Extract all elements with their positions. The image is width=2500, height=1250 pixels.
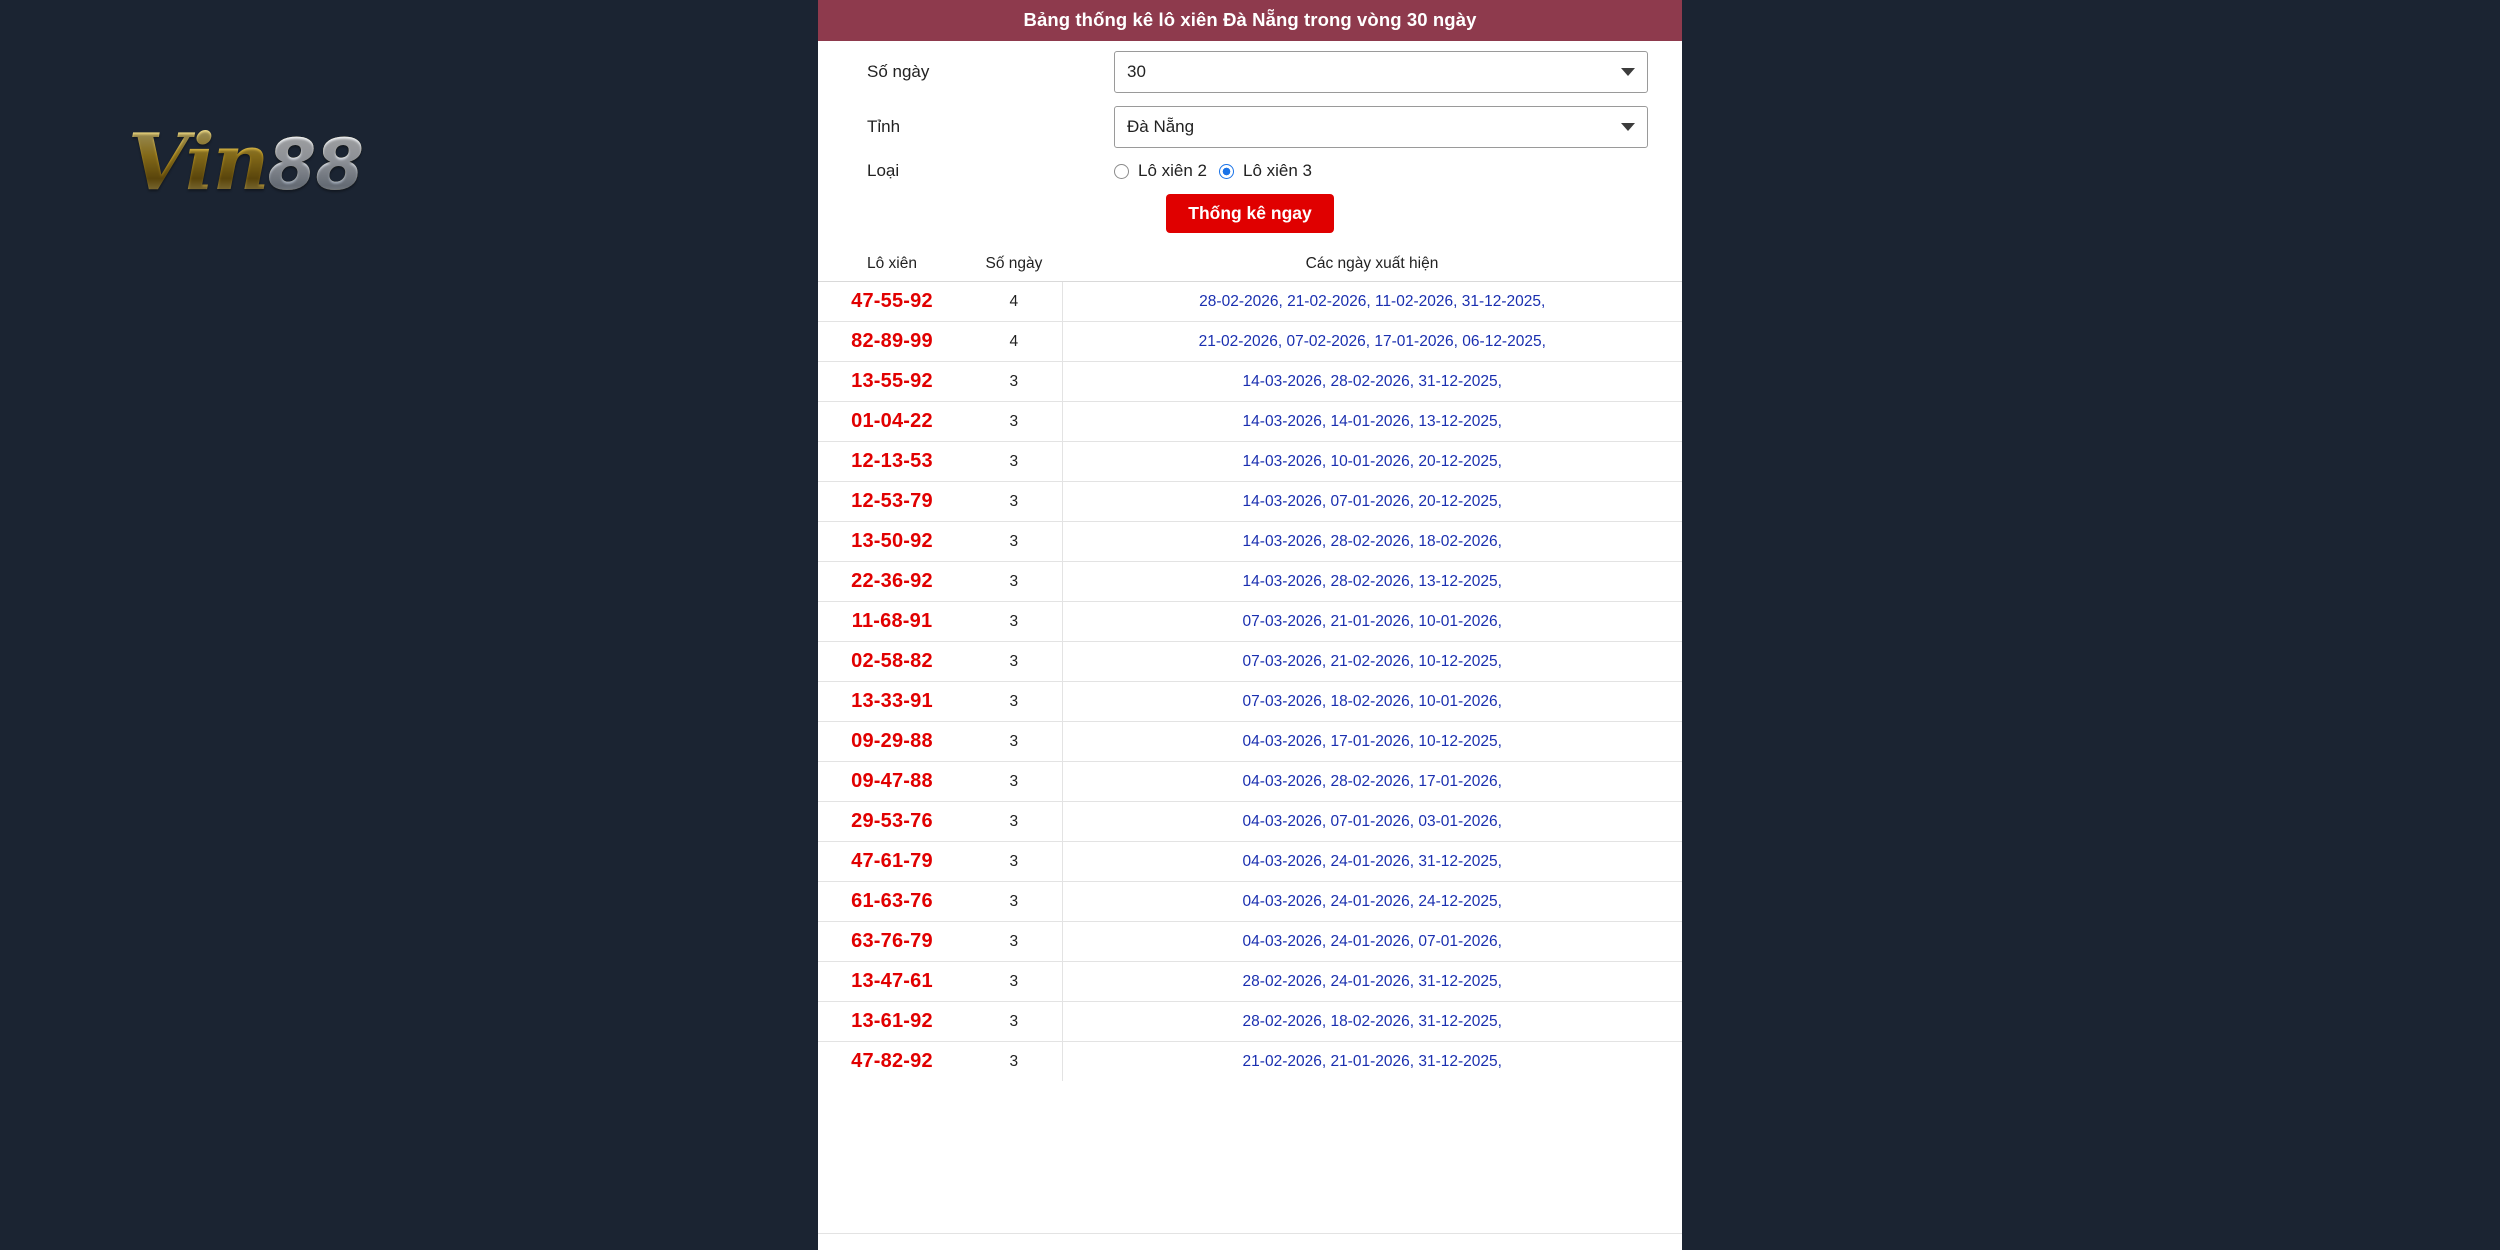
panel-title: Bảng thống kê lô xiên Đà Nẵng trong vòng 30 ngày xyxy=(818,0,1682,41)
table-row xyxy=(818,522,1682,562)
cell-cac-ngay: 14-03-2026, 28-02-2026, 13-12-2025, xyxy=(1062,562,1682,602)
cell-lo-xien: 02-58-82 xyxy=(818,642,966,682)
cell-lo-xien: 63-76-79 xyxy=(818,922,966,962)
cell-lo-xien: 82-89-99 xyxy=(818,322,966,362)
stats-table-head xyxy=(818,249,1682,282)
table-row xyxy=(818,1002,1682,1042)
th-so-ngay: Số ngày xyxy=(985,255,1043,272)
cell-so-ngay: 3 xyxy=(966,762,1062,802)
cell-cac-ngay: 14-03-2026, 10-01-2026, 20-12-2025, xyxy=(1062,442,1682,482)
table-row xyxy=(818,842,1682,882)
cell-so-ngay: 3 xyxy=(966,802,1062,842)
cell-lo-xien: 13-47-61 xyxy=(818,962,966,1002)
table-row xyxy=(818,602,1682,642)
days-row xyxy=(852,51,1648,93)
cell-cac-ngay: 07-03-2026, 21-01-2026, 10-01-2026, xyxy=(1062,602,1682,642)
table-row xyxy=(818,962,1682,1002)
days-select[interactable] xyxy=(1114,51,1648,93)
cell-lo-xien: 13-55-92 xyxy=(818,362,966,402)
cell-lo-xien: 09-47-88 xyxy=(818,762,966,802)
cell-so-ngay: 3 xyxy=(966,842,1062,882)
cell-cac-ngay: 04-03-2026, 24-01-2026, 31-12-2025, xyxy=(1062,842,1682,882)
cell-lo-xien: 61-63-76 xyxy=(818,882,966,922)
cell-cac-ngay: 07-03-2026, 18-02-2026, 10-01-2026, xyxy=(1062,682,1682,722)
cell-cac-ngay: 04-03-2026, 17-01-2026, 10-12-2025, xyxy=(1062,722,1682,762)
table-row xyxy=(818,1042,1682,1082)
cell-so-ngay: 3 xyxy=(966,682,1062,722)
chevron-down-icon xyxy=(1621,68,1635,76)
table-row xyxy=(818,282,1682,322)
stats-panel xyxy=(818,0,1682,1250)
province-label: Tỉnh xyxy=(867,117,901,136)
cell-so-ngay: 4 xyxy=(966,282,1062,322)
site-logo xyxy=(128,118,488,208)
table-row xyxy=(818,762,1682,802)
cell-so-ngay: 3 xyxy=(966,922,1062,962)
cell-cac-ngay: 28-02-2026, 24-01-2026, 31-12-2025, xyxy=(1062,962,1682,1002)
cell-so-ngay: 3 xyxy=(966,522,1062,562)
table-row xyxy=(818,402,1682,442)
logo-text xyxy=(128,117,363,208)
cell-lo-xien: 22-36-92 xyxy=(818,562,966,602)
radio-option-lo-xien-2[interactable] xyxy=(1114,161,1207,181)
cell-cac-ngay: 21-02-2026, 07-02-2026, 17-01-2026, 06-12-2025, xyxy=(1062,322,1682,362)
cell-lo-xien: 13-61-92 xyxy=(818,1002,966,1042)
table-row xyxy=(818,362,1682,402)
cell-so-ngay: 3 xyxy=(966,722,1062,762)
radio-label-lo-xien-3: Lô xiên 3 xyxy=(1243,161,1312,180)
cell-lo-xien: 12-53-79 xyxy=(818,482,966,522)
radio-icon-lo-xien-3[interactable] xyxy=(1219,164,1234,179)
cell-lo-xien: 09-29-88 xyxy=(818,722,966,762)
cell-lo-xien: 47-55-92 xyxy=(818,282,966,322)
type-row xyxy=(852,161,1648,181)
table-row xyxy=(818,442,1682,482)
cell-cac-ngay: 14-03-2026, 14-01-2026, 13-12-2025, xyxy=(1062,402,1682,442)
cell-cac-ngay: 14-03-2026, 28-02-2026, 18-02-2026, xyxy=(1062,522,1682,562)
table-row xyxy=(818,482,1682,522)
stats-table xyxy=(818,249,1682,1081)
cell-so-ngay: 3 xyxy=(966,962,1062,1002)
cell-lo-xien: 13-50-92 xyxy=(818,522,966,562)
chevron-down-icon xyxy=(1621,123,1635,131)
table-row xyxy=(818,922,1682,962)
cell-so-ngay: 3 xyxy=(966,1002,1062,1042)
th-cac-ngay: Các ngày xuất hiện xyxy=(1305,255,1439,272)
cell-lo-xien: 47-61-79 xyxy=(818,842,966,882)
cell-cac-ngay: 07-03-2026, 21-02-2026, 10-12-2025, xyxy=(1062,642,1682,682)
radio-option-lo-xien-3[interactable] xyxy=(1219,161,1312,181)
cell-lo-xien: 12-13-53 xyxy=(818,442,966,482)
filter-form xyxy=(818,41,1682,249)
cell-cac-ngay: 28-02-2026, 18-02-2026, 31-12-2025, xyxy=(1062,1002,1682,1042)
cell-cac-ngay: 04-03-2026, 28-02-2026, 17-01-2026, xyxy=(1062,762,1682,802)
cell-lo-xien: 29-53-76 xyxy=(818,802,966,842)
cell-cac-ngay: 04-03-2026, 24-01-2026, 07-01-2026, xyxy=(1062,922,1682,962)
logo-text-part2: 88 xyxy=(267,124,363,206)
cell-cac-ngay: 04-03-2026, 24-01-2026, 24-12-2025, xyxy=(1062,882,1682,922)
th-lo-xien: Lô xiên xyxy=(867,255,917,272)
cell-lo-xien: 11-68-91 xyxy=(818,602,966,642)
cell-so-ngay: 3 xyxy=(966,562,1062,602)
type-label: Loại xyxy=(867,161,900,180)
cell-so-ngay: 3 xyxy=(966,602,1062,642)
table-header-row xyxy=(818,249,1682,282)
submit-row xyxy=(852,194,1648,233)
province-select-value: Đà Nẵng xyxy=(1127,117,1195,136)
cell-so-ngay: 4 xyxy=(966,322,1062,362)
cell-cac-ngay: 14-03-2026, 28-02-2026, 31-12-2025, xyxy=(1062,362,1682,402)
cell-so-ngay: 3 xyxy=(966,442,1062,482)
submit-stats-button[interactable]: Thống kê ngay xyxy=(1166,194,1333,233)
province-select[interactable] xyxy=(1114,106,1648,148)
panel-bottom-strip xyxy=(818,1233,1682,1250)
cell-cac-ngay: 21-02-2026, 21-01-2026, 31-12-2025, xyxy=(1062,1042,1682,1082)
cell-lo-xien: 47-82-92 xyxy=(818,1042,966,1082)
cell-so-ngay: 3 xyxy=(966,362,1062,402)
cell-cac-ngay: 14-03-2026, 07-01-2026, 20-12-2025, xyxy=(1062,482,1682,522)
cell-so-ngay: 3 xyxy=(966,402,1062,442)
cell-lo-xien: 01-04-22 xyxy=(818,402,966,442)
cell-lo-xien: 13-33-91 xyxy=(818,682,966,722)
days-select-value: 30 xyxy=(1127,62,1146,81)
cell-cac-ngay: 04-03-2026, 07-01-2026, 03-01-2026, xyxy=(1062,802,1682,842)
table-row xyxy=(818,642,1682,682)
cell-so-ngay: 3 xyxy=(966,482,1062,522)
days-label: Số ngày xyxy=(867,62,930,81)
type-radio-group xyxy=(1114,161,1324,181)
table-row xyxy=(818,682,1682,722)
cell-so-ngay: 3 xyxy=(966,642,1062,682)
table-row xyxy=(818,322,1682,362)
table-row xyxy=(818,562,1682,602)
cell-cac-ngay: 28-02-2026, 21-02-2026, 11-02-2026, 31-12-2025, xyxy=(1062,282,1682,322)
province-row xyxy=(852,106,1648,148)
table-row xyxy=(818,882,1682,922)
logo-text-part1: Vin xyxy=(128,117,268,208)
cell-so-ngay: 3 xyxy=(966,882,1062,922)
table-row xyxy=(818,802,1682,842)
table-row xyxy=(818,722,1682,762)
stats-table-body xyxy=(818,282,1682,1082)
radio-icon-lo-xien-2[interactable] xyxy=(1114,164,1129,179)
cell-so-ngay: 3 xyxy=(966,1042,1062,1082)
radio-label-lo-xien-2: Lô xiên 2 xyxy=(1138,161,1207,180)
